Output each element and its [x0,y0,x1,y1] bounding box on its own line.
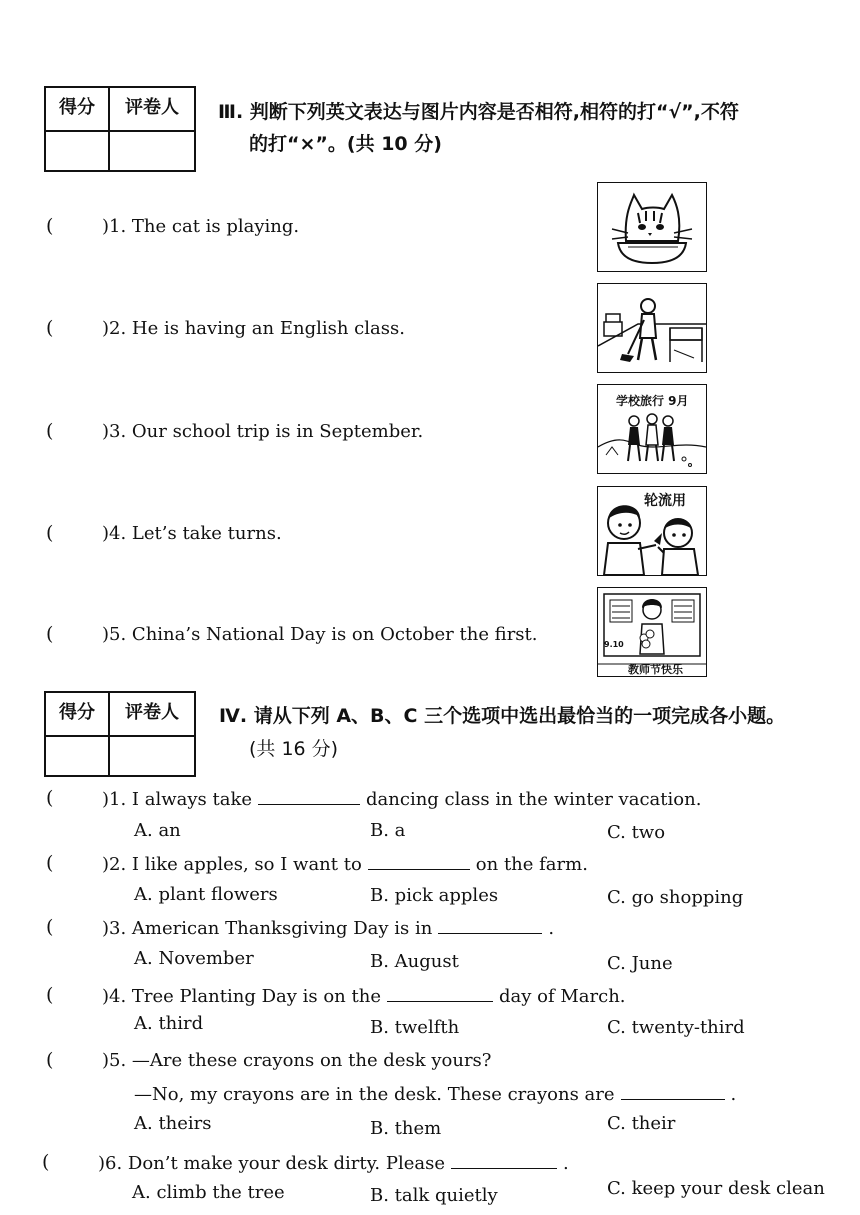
answer-paren[interactable]: ( [42,1151,50,1173]
score-cell[interactable] [46,132,110,170]
score-box-section-4 [44,691,196,777]
answer-paren[interactable]: ( [46,984,54,1006]
section-4-title-line1: Ⅳ. 请从下列 A、B、C 三个选项中选出最恰当的一项完成各小题。 [219,705,786,727]
answer-paren[interactable]: ( [46,317,54,339]
question-text: day of March. [498,986,626,1007]
section-4-title-line2: (共 16 分) [249,738,339,760]
option-b: B. talk quietly [370,1185,498,1206]
answer-paren[interactable]: ( [46,916,54,938]
option-b: B. a [370,820,406,841]
option-c: C. go shopping [607,887,744,908]
option-a: A. theirs [134,1113,212,1134]
question-text: . [730,1084,737,1105]
option-b: B. twelfth [370,1017,460,1038]
option-a: A. third [134,1013,204,1034]
question-text: on the farm. [475,854,588,875]
question-3 [102,917,554,939]
take-turns-icon [597,486,707,576]
grader-cell[interactable] [110,737,194,775]
answer-paren[interactable]: ( [46,215,54,237]
question-text: )2. He is having an English class. [102,318,405,339]
option-b: B. August [370,951,459,972]
question-text: )4. Tree Planting Day is on the [102,986,381,1007]
option-b: B. them [370,1118,442,1139]
section-3-title-line1: Ⅲ. 判断下列英文表达与图片内容是否相符,相符的打“√”,不符 [218,101,739,123]
option-c: C. June [607,953,673,974]
question-text: dancing class in the winter vacation. [366,789,702,810]
option-c: C. keep your desk clean [607,1178,825,1199]
answer-blank[interactable] [387,985,493,1002]
question-text: —No, my crayons are in the desk. These crayons are [134,1084,615,1105]
score-header: 得分 [46,88,110,132]
question-text: )4. Let’s take turns. [102,523,282,544]
option-c: C. two [607,822,666,843]
answer-paren[interactable]: ( [46,522,54,544]
school-trip-icon [597,384,707,474]
option-a: A. plant flowers [134,884,278,905]
answer-blank[interactable] [451,1152,557,1169]
answer-paren[interactable]: ( [46,1049,54,1071]
answer-blank[interactable] [621,1083,725,1100]
question-text: )3. American Thanksgiving Day is in [102,918,433,939]
question-text: )5. China’s National Day is on October the first. [102,624,538,645]
grader-header: 评卷人 [110,88,194,132]
question-6 [98,1152,569,1174]
question-text: )6. Don’t make your desk dirty. Please [98,1153,445,1174]
option-c: C. their [607,1113,676,1134]
question-text: )3. Our school trip is in September. [102,421,424,442]
grader-cell[interactable] [110,132,194,170]
answer-paren[interactable]: ( [46,420,54,442]
question-4 [102,985,626,1007]
score-cell[interactable] [46,737,110,775]
option-a: A. climb the tree [132,1182,285,1203]
option-b: B. pick apples [370,885,499,906]
question-text: )2. I like apples, so I want to [102,854,362,875]
answer-blank[interactable] [258,788,360,805]
picture-date-label: 9.10 [604,640,624,649]
question-text: . [562,1153,569,1174]
picture-label: 教师节快乐 [628,663,683,676]
score-header: 得分 [46,693,110,737]
score-box-section-3 [44,86,196,172]
question-text: )1. I always take [102,789,253,810]
question-text: . [548,918,555,939]
question-1 [102,788,701,810]
option-a: A. an [134,820,181,841]
picture-label: 轮流用 [644,493,686,509]
cat-eating-icon [597,182,707,272]
question-2 [102,853,588,875]
picture-label: 学校旅行 9月 [616,394,689,408]
grader-header: 评卷人 [110,693,194,737]
answer-paren[interactable]: ( [46,852,54,874]
teachers-day-icon [597,587,707,677]
answer-blank[interactable] [368,853,470,870]
question-text: )1. The cat is playing. [102,216,300,237]
answer-paren[interactable]: ( [46,787,54,809]
question-5-line1: )5. —Are these crayons on the desk yours? [102,1050,492,1071]
answer-blank[interactable] [438,917,542,934]
section-3-title-line2: 的打“×”。(共 10 分) [249,133,442,155]
question-5-line2 [134,1083,736,1105]
option-c: C. twenty-third [607,1017,745,1038]
boy-sweeping-icon [597,283,707,373]
option-a: A. November [134,948,254,969]
answer-paren[interactable]: ( [46,623,54,645]
